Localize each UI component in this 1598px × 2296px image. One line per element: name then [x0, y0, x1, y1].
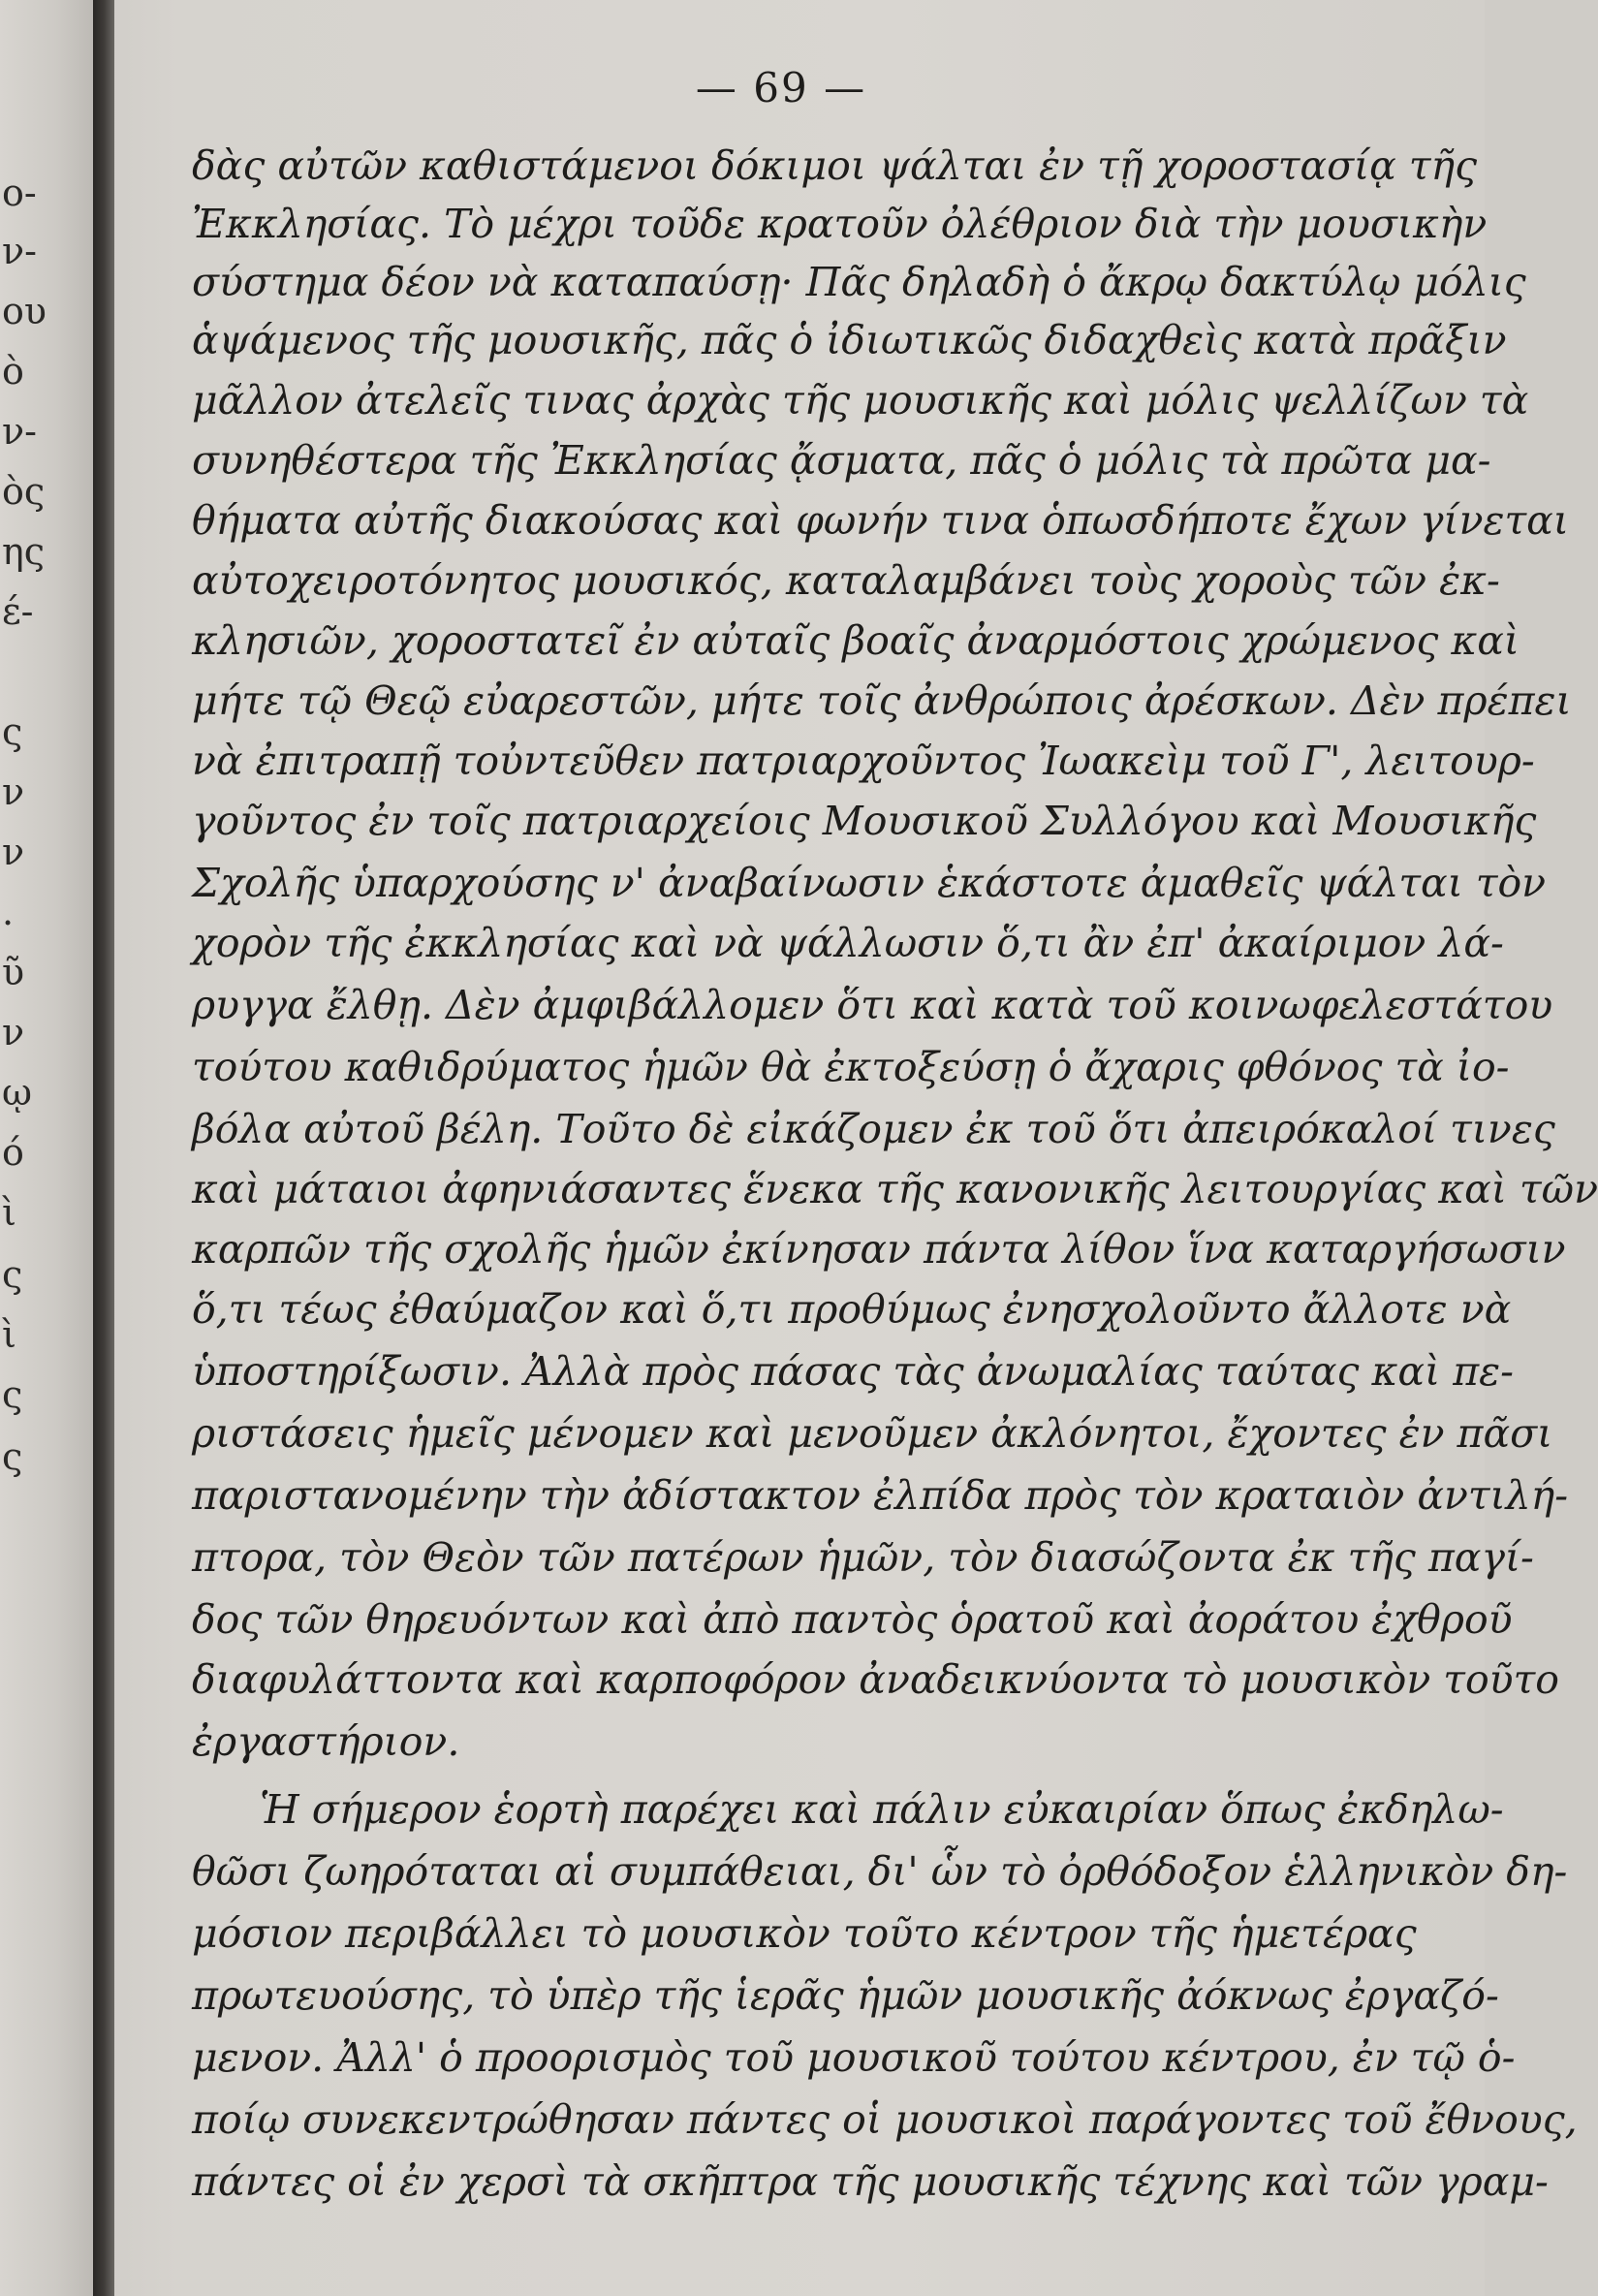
- text-line: ἐργαστήριον.: [192, 1718, 460, 1765]
- previous-page-fragment: ο-: [2, 172, 37, 214]
- text-line: μόσιον περιβάλλει τὸ μουσικὸν τοῦτο κέντρον τῆς ἡμετέρας: [192, 1910, 1417, 1957]
- text-line: μᾶλλον ἀτελεῖς τινας ἀρχὰς τῆς μουσικῆς καὶ μόλις ψελλίζων τὰ: [192, 377, 1529, 424]
- text-line: πρωτευούσης, τὸ ὑπὲρ τῆς ἱερᾶς ἡμῶν μουσικῆς ἀόκνως ἐργαζό-: [192, 1972, 1499, 2019]
- text-line: Ἡ σήμερον ἑορτὴ παρέχει καὶ πάλιν εὐκαιρίαν ὅπως ἐκδηλω-: [260, 1786, 1504, 1833]
- previous-page-fragment: ὶ: [2, 1191, 16, 1234]
- previous-page-fragment: ν-: [2, 230, 37, 272]
- text-line: ποίῳ συνεκεντρώθησαν πάντες οἱ μουσικοὶ παράγοντες τοῦ ἔθνους,: [192, 2096, 1578, 2143]
- text-line: ὅ,τι τέως ἐθαύμαζον καὶ ὅ,τι προθύμως ἐνησχολοῦντο ἄλλοτε νὰ: [192, 1286, 1512, 1333]
- previous-page-fragment: ν-: [2, 410, 37, 453]
- text-line: δὰς αὐτῶν καθιστάμενοι δόκιμοι ψάλται ἐν τῇ χοροστασίᾳ τῆς: [192, 142, 1478, 189]
- text-line: πάντες οἱ ἐν χερσὶ τὰ σκῆπτρα τῆς μουσικῆς τέχνης καὶ τῶν γραμ-: [192, 2158, 1549, 2205]
- text-line: διαφυλάττοντα καὶ καρποφόρον ἀναδεικνύοντα τὸ μουσικὸν τοῦτο: [192, 1656, 1559, 1703]
- text-line: πτορα, τὸν Θεὸν τῶν πατέρων ἡμῶν, τὸν διασώζοντα ἐκ τῆς παγί-: [192, 1534, 1534, 1581]
- text-line: Ἐκκλησίας. Τὸ μέχρι τοῦδε κρατοῦν ὀλέθριον διὰ τὴν μουσικὴν: [192, 201, 1488, 247]
- text-line: δος τῶν θηρευόντων καὶ ἀπὸ παντὸς ὁρατοῦ καὶ ἀοράτου ἐχθροῦ: [192, 1596, 1513, 1643]
- previous-page-fragment: ν: [2, 771, 25, 813]
- text-line: θήματα αὐτῆς διακούσας καὶ φωνήν τινα ὁπωσδήποτε ἔχων γίνεται: [192, 497, 1569, 544]
- previous-page-edge: [0, 0, 93, 2296]
- text-line: χορὸν τῆς ἐκκλησίας καὶ νὰ ψάλλωσιν ὅ,τι ἂν ἐπ' ἀκαίριμον λά-: [192, 920, 1504, 966]
- previous-page-fragment: ῳ: [2, 1071, 32, 1114]
- text-line: βόλα αὐτοῦ βέλη. Τοῦτο δὲ εἰκάζομεν ἐκ τοῦ ὅτι ἀπειρόκαλοί τινες: [192, 1106, 1555, 1152]
- previous-page-fragment: ς: [2, 1373, 23, 1416]
- text-line: τούτου καθιδρύματος ἡμῶν θὰ ἐκτοξεύσῃ ὁ ἄχαρις φθόνος τὰ ἰο-: [192, 1044, 1510, 1090]
- previous-page-fragment: ν: [2, 831, 25, 873]
- previous-page-fragment: ὶ: [2, 1313, 16, 1356]
- previous-page-fragment: ου: [2, 290, 47, 332]
- text-line: ἁψάμενος τῆς μουσικῆς, πᾶς ὁ ἰδιωτικῶς διδαχθεὶς κατὰ πρᾶξιν: [192, 317, 1507, 363]
- previous-page-fragment: ς: [2, 1435, 23, 1478]
- previous-page-fragment: ὸς: [2, 470, 46, 513]
- text-line: καρπῶν τῆς σχολῆς ἡμῶν ἐκίνησαν πάντα λίθον ἵνα καταργήσωσιν: [192, 1226, 1566, 1273]
- text-line: σύστημα δέον νὰ καταπαύσῃ· Πᾶς δηλαδὴ ὁ ἄκρῳ δακτύλῳ μόλις: [192, 259, 1526, 305]
- book-gutter: [93, 0, 114, 2296]
- text-line: θῶσι ζωηρόταται αἱ συμπάθειαι, δι' ὧν τὸ ὀρθόδοξον ἑλληνικὸν δη-: [192, 1848, 1568, 1895]
- text-line: μενον. Ἀλλ' ὁ προορισμὸς τοῦ μουσικοῦ τούτου κέντρου, ἐν τῷ ὁ-: [192, 2034, 1516, 2081]
- text-line: αὐτοχειροτόνητος μουσικός, καταλαμβάνει τοὺς χοροὺς τῶν ἐκ-: [192, 557, 1500, 604]
- previous-page-fragment: ς: [2, 710, 23, 753]
- previous-page-fragment: ς: [2, 1253, 23, 1296]
- previous-page-fragment: ης: [2, 530, 46, 573]
- text-line: ὑποστηρίξωσιν. Ἀλλὰ πρὸς πάσας τὰς ἀνωμαλίας ταύτας καὶ πε-: [192, 1348, 1514, 1395]
- text-line: συνηθέστερα τῆς Ἐκκλησίας ᾄσματα, πᾶς ὁ μόλις τὰ πρῶτα μα-: [192, 437, 1491, 484]
- text-line: ριστάσεις ἡμεῖς μένομεν καὶ μενοῦμεν ἀκλόνητοι, ἔχοντες ἐν πᾶσι: [192, 1410, 1553, 1457]
- previous-page-fragment: ὸ: [2, 350, 24, 393]
- text-line: νὰ ἐπιτραπῇ τοὐντεῦθεν πατριαρχοῦντος Ἰωακεὶμ τοῦ Γ', λειτουρ-: [192, 738, 1535, 784]
- text-line: ρυγγα ἔλθῃ. Δὲν ἀμφιβάλλομεν ὅτι καὶ κατὰ τοῦ κοινωφελεστάτου: [192, 982, 1553, 1028]
- text-line: καὶ μάταιοι ἀφηνιάσαντες ἕνεκα τῆς κανονικῆς λειτουργίας καὶ τῶν: [192, 1166, 1598, 1212]
- text-line: παριστανομένην τὴν ἀδίστακτον ἐλπίδα πρὸς τὸν κραταιὸν ἀντιλή-: [192, 1472, 1569, 1519]
- text-line: γοῦντος ἐν τοῖς πατριαρχείοις Μουσικοῦ Συλλόγου καὶ Μουσικῆς: [192, 798, 1537, 844]
- previous-page-fragment: έ-: [2, 590, 34, 633]
- page-number: — 69 —: [695, 64, 867, 111]
- previous-page-fragment: ῦ: [2, 951, 25, 993]
- previous-page-fragment: ό: [2, 1131, 24, 1174]
- text-line: μήτε τῷ Θεῷ εὐαρεστῶν, μήτε τοῖς ἀνθρώποις ἀρέσκων. Δὲν πρέπει: [192, 677, 1572, 724]
- previous-page-fragment: .: [2, 891, 15, 933]
- text-line: κλησιῶν, χοροστατεῖ ἐν αὐταῖς βοαῖς ἀναρμόστοις χρώμενος καὶ: [192, 617, 1520, 664]
- text-line: Σχολῆς ὑπαρχούσης ν' ἀναβαίνωσιν ἑκάστοτε ἀμαθεῖς ψάλται τὸν: [192, 860, 1547, 906]
- previous-page-fragment: ν: [2, 1011, 25, 1054]
